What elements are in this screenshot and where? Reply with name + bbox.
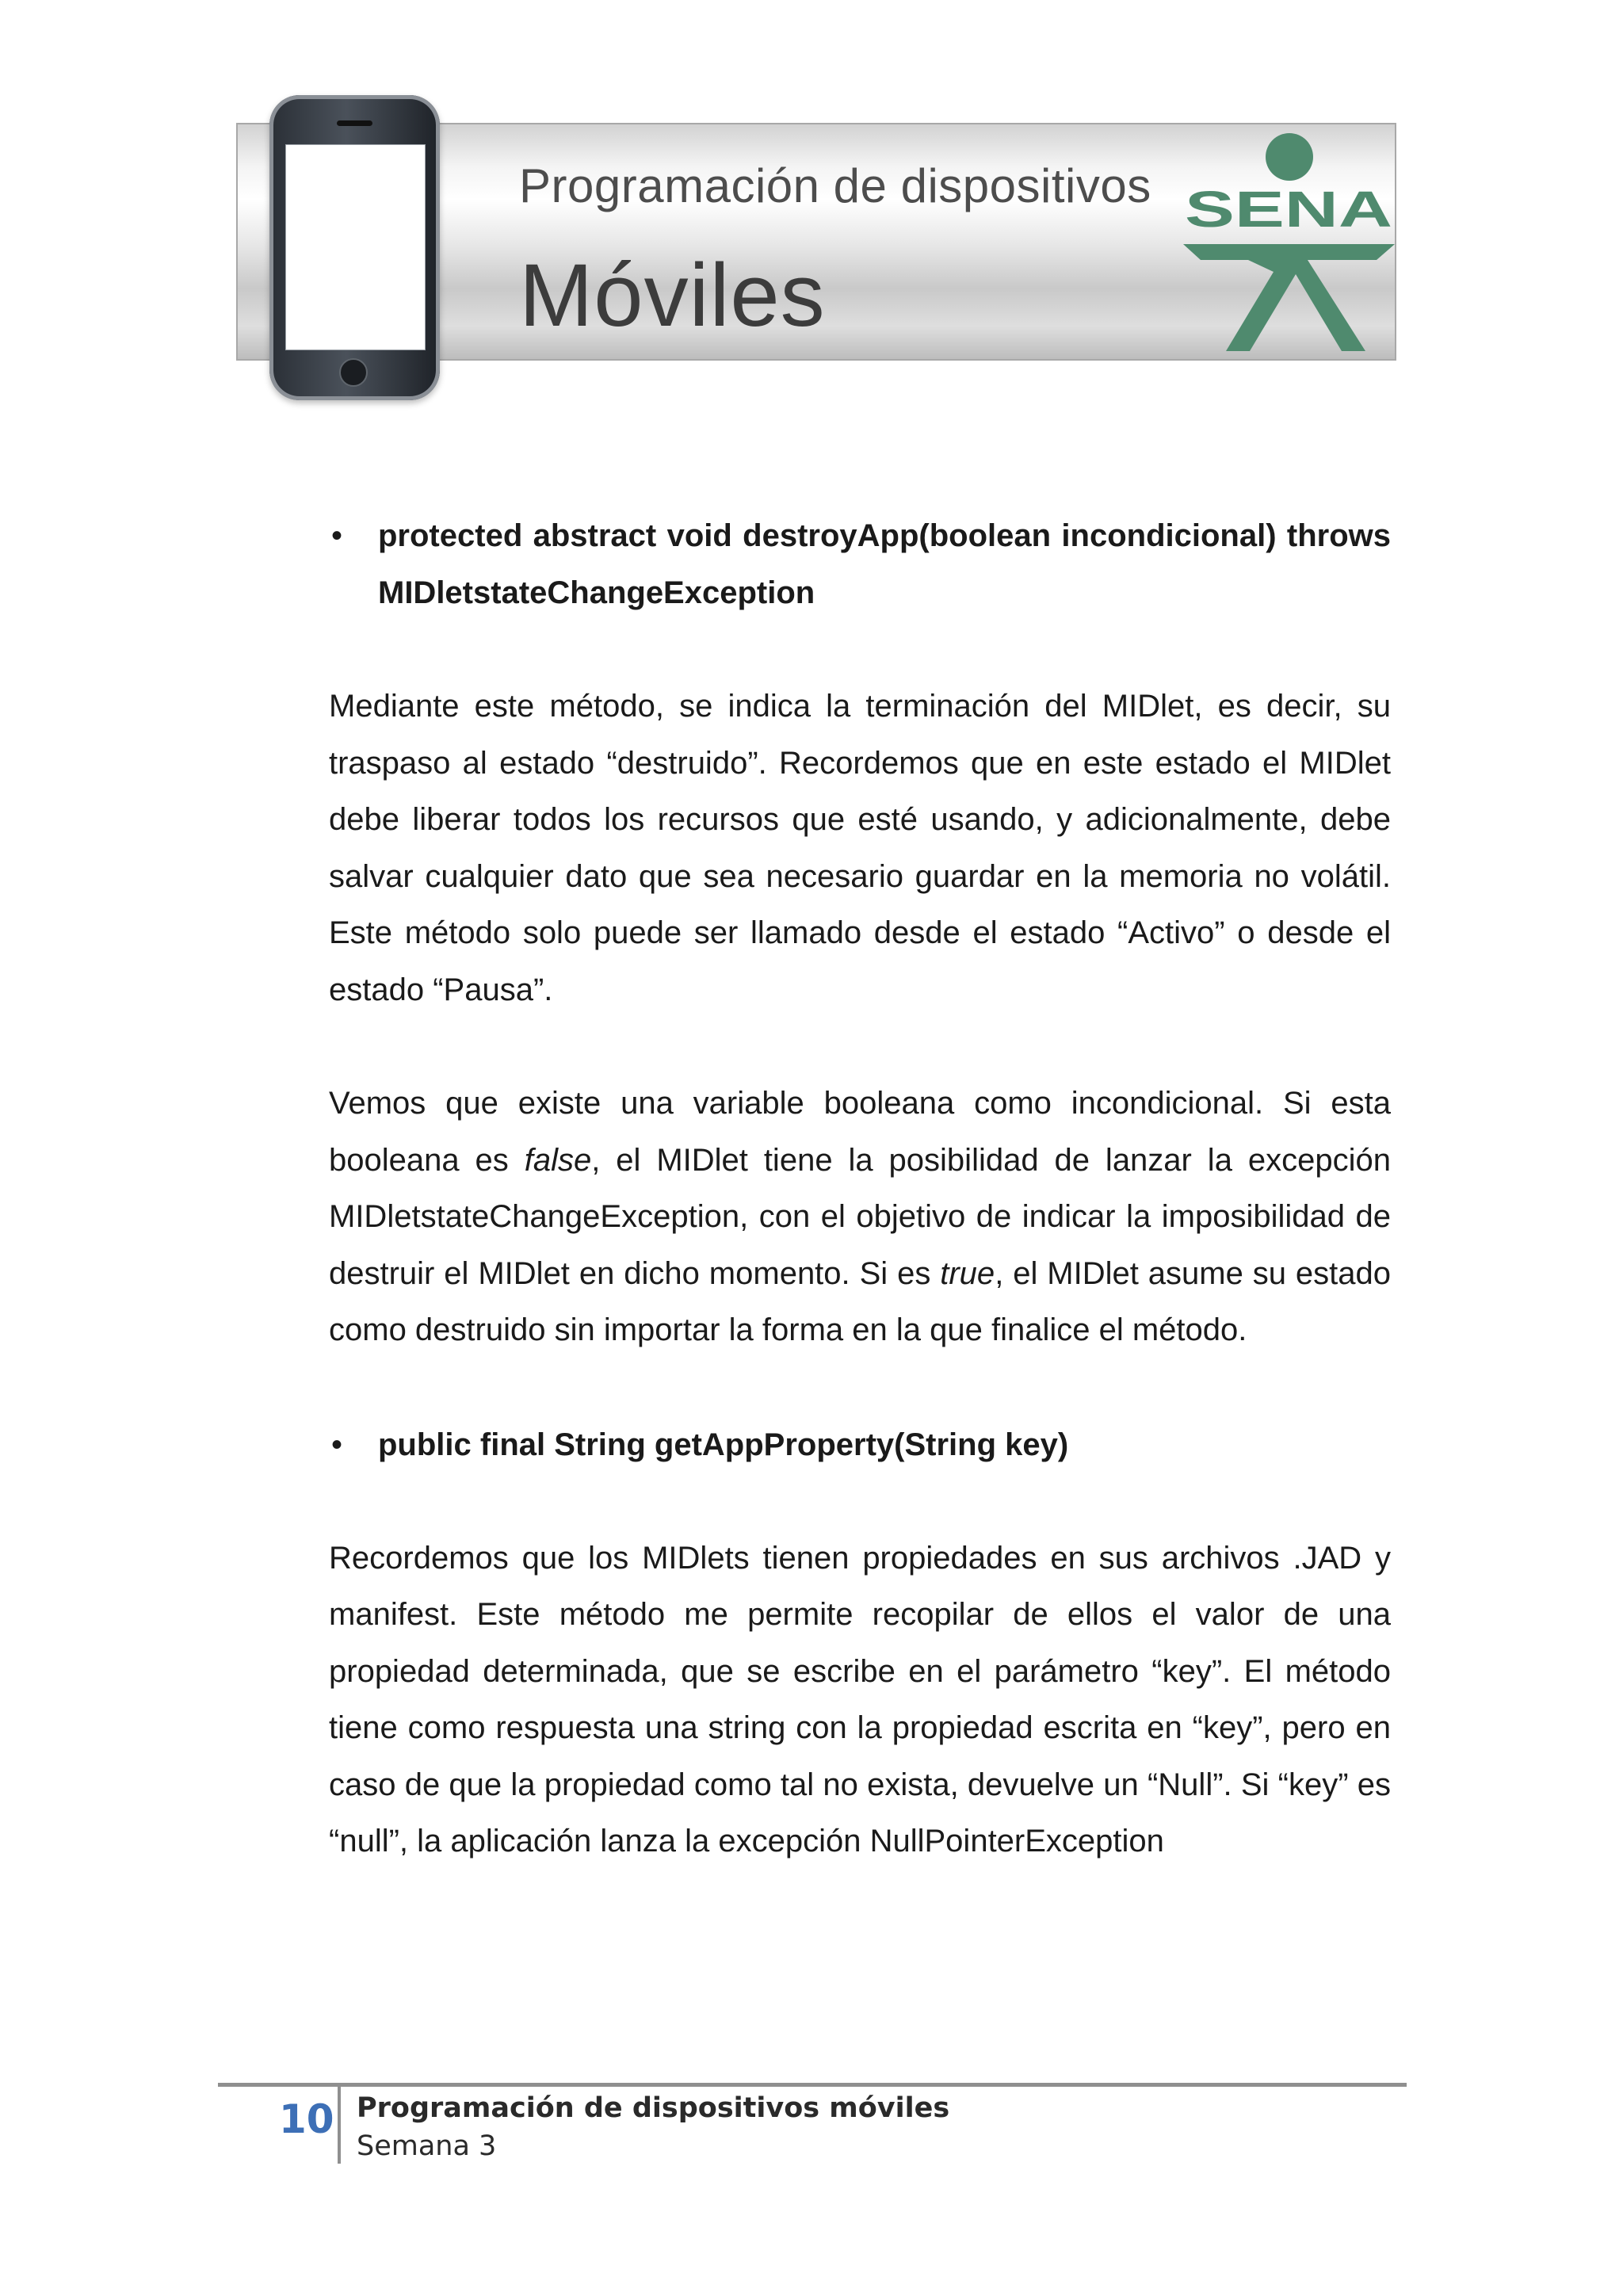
paragraph-text: Vemos que existe una variable booleana como incondicional. Si esta booleana es <box>329 1086 1391 1178</box>
bullet-item-destroyapp <box>329 507 1391 621</box>
phone-screen <box>285 144 426 350</box>
sena-logo-figure <box>1183 244 1395 351</box>
footer-title: Programación de dispositivos móviles <box>357 2092 950 2124</box>
footer-subtitle: Semana 3 <box>357 2130 497 2162</box>
paragraph-incondicional <box>329 1075 1391 1359</box>
main-content <box>329 507 1391 1870</box>
smartphone-icon <box>269 95 440 400</box>
phone-speaker <box>337 120 372 126</box>
italic-true: true <box>940 1255 995 1291</box>
bullet-icon: • <box>331 1427 343 1462</box>
paragraph-text: , el MIDlet tiene la posibilidad de lanzar la excepción MIDletstateChangeException, con el objetivo de indicar la imposibilidad de destruir el MIDlet en dicho momento. Si es <box>329 1142 1391 1291</box>
sena-logo-text: SENA <box>1185 181 1392 238</box>
bullet-text: protected abstract void destroyApp(boolean incondicional) throws MIDletstateChangeException <box>378 518 1391 610</box>
page-number: 10 <box>279 2096 334 2142</box>
footer-vertical-divider <box>338 2087 341 2164</box>
sena-logo <box>1177 125 1399 360</box>
sena-logo-head <box>1266 133 1313 181</box>
bullet-item-getappproperty <box>329 1416 1391 1473</box>
paragraph-destroyapp-description: Mediante este método, se indica la terminación del MIDlet, es decir, su traspaso al estado “destruido”. Recordemos que en este estado el MIDlet debe liberar todos los recursos que esté usando, y adicionalmente, debe salvar cualquier dato que sea necesario guardar en la memoria no volátil. Este método solo puede ser llamado desde el estado “Activo” o desde el estado “Pausa”. <box>329 689 1391 1007</box>
footer-divider <box>218 2083 1407 2087</box>
phone-home-button <box>339 358 368 387</box>
paragraph-text: , el MIDlet asume su estado como destruido sin importar la forma en la que finalice el método. <box>329 1255 1392 1347</box>
italic-false: false <box>524 1142 592 1178</box>
banner-title: Programación de dispositivos <box>519 159 1151 212</box>
paragraph-getappproperty-description: Recordemos que los MIDlets tienen propiedades en sus archivos .JAD y manifest. Este método me permite recopilar de ellos el valor de una propiedad determinada, que se escribe en el parámetro “key”. El método tiene como respuesta una string con la propiedad escrita en “key”, pero en caso de que la propiedad como tal no exista, devuelve un “Null”. Si “key” es “null”, la aplicación lanza la excepción NullPointerException <box>329 1540 1391 1859</box>
bullet-icon: • <box>331 518 343 553</box>
banner-subtitle: Móviles <box>519 246 826 345</box>
bullet-text: public final String getAppProperty(String key) <box>378 1427 1069 1462</box>
